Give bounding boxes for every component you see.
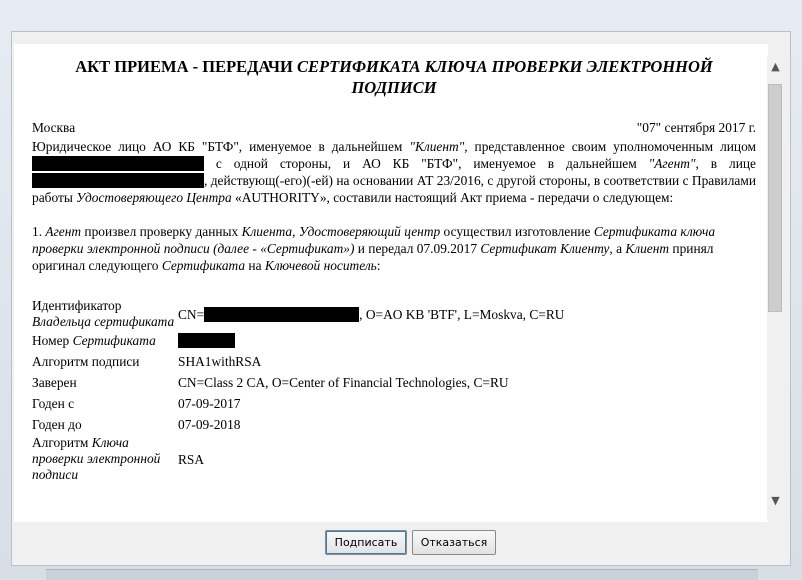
taskbar-strip bbox=[46, 569, 758, 580]
field-key-algorithm bbox=[32, 435, 756, 483]
field-label: Алгоритм подписи bbox=[32, 353, 140, 369]
field-valid-to bbox=[32, 414, 756, 435]
field-label: Годен с bbox=[32, 395, 75, 411]
field-value: CN= , O=AO KB 'BTF', L=Moskva, C=RU bbox=[178, 306, 565, 322]
certificate-fields bbox=[32, 298, 756, 483]
field-number bbox=[32, 330, 756, 351]
sign-button[interactable]: Подписать bbox=[325, 530, 407, 555]
field-value: RSA bbox=[178, 451, 205, 467]
vertical-scrollbar[interactable] bbox=[767, 56, 784, 521]
scroll-thumb[interactable] bbox=[768, 84, 782, 312]
redacted-block bbox=[178, 333, 235, 348]
field-label: Алгоритм Ключа проверки электронной подписи bbox=[32, 435, 161, 482]
field-label: Заверен bbox=[32, 374, 77, 390]
cancel-button[interactable]: Отказаться bbox=[412, 530, 496, 555]
field-label: Годен до bbox=[32, 416, 82, 432]
document-viewer[interactable] bbox=[14, 44, 768, 522]
field-value: 07-09-2018 bbox=[178, 417, 241, 432]
field-label: Идентификатор Владельца сертификата bbox=[32, 298, 175, 329]
redacted-block bbox=[32, 173, 204, 188]
document-content bbox=[32, 44, 756, 483]
city-date-row bbox=[32, 119, 756, 136]
city: Москва bbox=[32, 120, 76, 135]
field-issuer bbox=[32, 372, 756, 393]
redacted-block bbox=[204, 307, 359, 322]
field-owner bbox=[32, 298, 756, 330]
redacted-block bbox=[32, 156, 204, 171]
scroll-down-icon[interactable]: ▼ bbox=[771, 494, 780, 507]
document-date: "07" сентября 2017 г. bbox=[636, 120, 756, 135]
field-value: 07-09-2017 bbox=[178, 396, 241, 411]
field-algorithm bbox=[32, 351, 756, 372]
scroll-up-icon[interactable]: ▲ bbox=[771, 60, 780, 73]
field-value: SHA1withRSA bbox=[178, 354, 262, 369]
field-value: CN=Class 2 CA, O=Center of Financial Technologies, C=RU bbox=[178, 375, 509, 390]
dialog-buttons bbox=[0, 530, 802, 558]
field-valid-from bbox=[32, 393, 756, 414]
parties-paragraph: Юридическое лицо АО КБ "БТФ", именуемое в дальнейшем "Клиент", представленное своим уполномоченным лицом с одной стороны, и АО КБ "БТФ", именуемое в дальнейшем "Агент", в лице , действующ(-его)(-ей) на основании АТ 23/2016, с другой стороны, в соответствии с Правилами работы Удостоверяющего Центра «AUTHORITY», составили настоящий Акт приема - передачи о следующем: bbox=[32, 139, 756, 205]
transfer-paragraph: 1. Агент произвел проверку данных Клиента, Удостоверяющий центр осуществил изготовление Сертификата ключа проверки электронной подписи (далее - «Сертификат») и передал 07.09.2017 Сертификат Клиенту, а Клиент принял оригинал следующего Сертификата на Ключевой носитель: bbox=[32, 224, 716, 273]
field-label: Номер Сертификата bbox=[32, 332, 156, 348]
field-value bbox=[178, 332, 756, 349]
document-title: АКТ ПРИЕМА - ПЕРЕДАЧИ СЕРТИФИКАТА КЛЮЧА ПРОВЕРКИ ЭЛЕКТРОННОЙ ПОДПИСИ bbox=[75, 57, 713, 97]
